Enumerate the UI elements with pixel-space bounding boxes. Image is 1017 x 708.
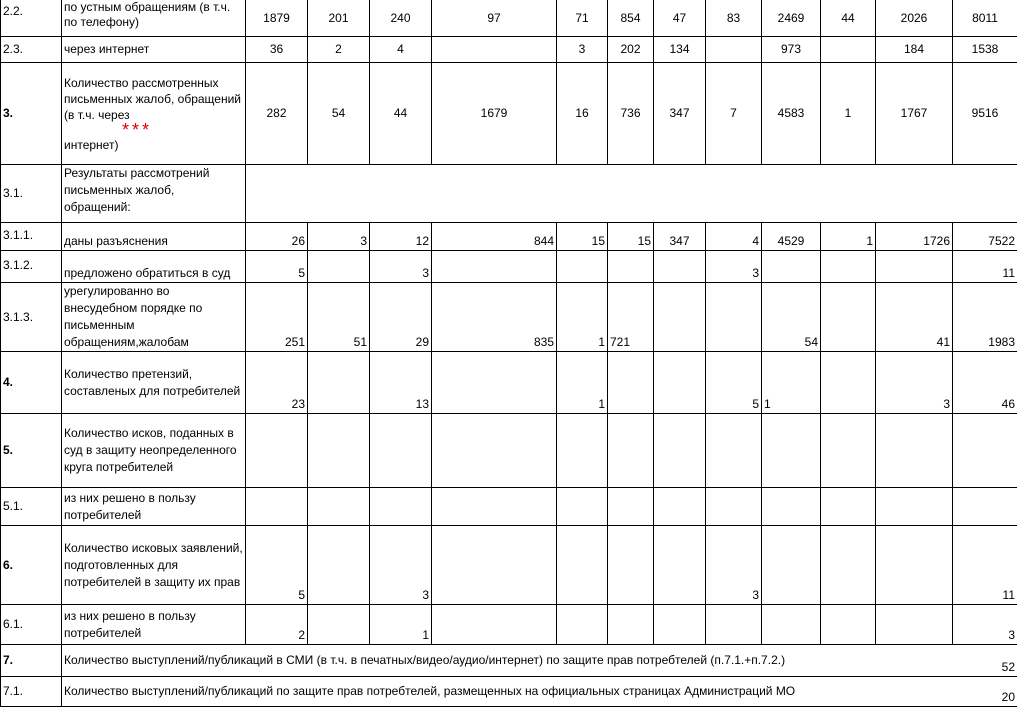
value-cell: 835: [432, 283, 557, 352]
value-cell: 5: [706, 352, 762, 414]
value-cell: 1879: [246, 0, 308, 37]
row-description: Количество выступлений/публикаций по защите прав потребтелей, размещенных на официальных страницах Администраций МО: [62, 677, 953, 707]
value-cell: 23: [246, 352, 308, 414]
value-cell: [608, 526, 654, 605]
value-cell: 251: [246, 283, 308, 352]
value-cell: 1679: [432, 63, 557, 165]
value-cell: 1: [821, 223, 876, 251]
value-cell: 5: [246, 526, 308, 605]
value-cell: [246, 414, 308, 488]
value-cell: 201: [308, 0, 370, 37]
value-cell: 36: [246, 37, 308, 63]
value-cell: 3: [308, 223, 370, 251]
value-cell: 8011: [953, 0, 1017, 37]
value-cell: 5: [246, 251, 308, 283]
row-description: Количество выступлений/публикаций в СМИ (в т.ч. в печатных/видео/аудио/интернет) по защите прав потребтелей (п.7.1.+п.7.2.): [62, 645, 953, 677]
value-cell: [370, 488, 432, 526]
table-row: [1, 488, 1017, 526]
value-cell: [608, 605, 654, 645]
value-cell: 347: [654, 63, 706, 165]
row-description-text: Количество рассмотренных письменных жалоб, обращений (в т.ч. через: [64, 75, 241, 122]
row-number: 6.: [1, 526, 62, 605]
value-cell: [308, 352, 370, 414]
value-cell: [654, 414, 706, 488]
table-row: [1, 677, 1017, 707]
value-cell: [762, 605, 821, 645]
row-description: [62, 63, 246, 165]
value-cell: [654, 488, 706, 526]
table-row: [1, 251, 1017, 283]
value-cell: 854: [608, 0, 654, 37]
value-cell: [706, 283, 762, 352]
section-header-empty: [246, 165, 1017, 223]
value-cell: 13: [370, 352, 432, 414]
value-cell: [557, 251, 608, 283]
value-cell: [608, 352, 654, 414]
row-number: 7.: [1, 645, 62, 677]
value-cell: 1: [557, 352, 608, 414]
table-row: [1, 414, 1017, 488]
value-cell: [821, 251, 876, 283]
value-cell: [432, 526, 557, 605]
row-description: из них решено в пользу потребителей: [62, 488, 246, 526]
table-row: [1, 352, 1017, 414]
row-description: урегулированно во внесудебном порядке по письменным обращениям,жалобам: [62, 283, 246, 352]
row-description-text-end: интернет): [64, 137, 119, 152]
value-cell: [608, 414, 654, 488]
value-cell: [876, 251, 953, 283]
value-cell: [370, 414, 432, 488]
table-row: [1, 165, 1017, 223]
value-cell: 16: [557, 63, 608, 165]
value-cell: 11: [953, 251, 1017, 283]
value-cell: 736: [608, 63, 654, 165]
value-cell: 1767: [876, 63, 953, 165]
value-cell: [654, 283, 706, 352]
value-cell: [762, 414, 821, 488]
row-number: 3.1.: [1, 165, 62, 223]
value-cell: [876, 488, 953, 526]
value-cell: [308, 414, 370, 488]
value-cell: [821, 352, 876, 414]
table-row: [1, 605, 1017, 645]
value-cell: [557, 414, 608, 488]
value-cell: [876, 605, 953, 645]
value-cell: [876, 414, 953, 488]
value-cell: 973: [762, 37, 821, 63]
value-cell: 4583: [762, 63, 821, 165]
value-cell: 3: [953, 605, 1017, 645]
value-cell: 4: [370, 37, 432, 63]
value-cell: 15: [557, 223, 608, 251]
value-cell: [432, 414, 557, 488]
value-cell: 97: [432, 0, 557, 37]
value-cell: [821, 414, 876, 488]
value-cell: 9516: [953, 63, 1017, 165]
value-cell: [308, 488, 370, 526]
red-asterisks-mark: ***: [122, 119, 153, 140]
row-number: 4.: [1, 352, 62, 414]
row-number: 3.1.1.: [1, 223, 62, 251]
value-cell: 1: [762, 352, 821, 414]
row-description: Количество исковых заявлений, подготовленных для потребителей в защиту их прав: [62, 526, 246, 605]
value-cell: [557, 605, 608, 645]
row-description: через интернет: [62, 37, 246, 63]
value-cell: 7: [706, 63, 762, 165]
table-row: [1, 283, 1017, 352]
value-cell: 26: [246, 223, 308, 251]
value-cell: 4529: [762, 223, 821, 251]
row-number: 3.: [1, 63, 62, 165]
value-cell: 3: [876, 352, 953, 414]
value-cell: 1538: [953, 37, 1017, 63]
value-cell: 11: [953, 526, 1017, 605]
value-cell: [432, 251, 557, 283]
value-cell: [821, 526, 876, 605]
value-cell: 721: [608, 283, 654, 352]
value-cell: 347: [654, 223, 706, 251]
value-cell: 134: [654, 37, 706, 63]
value-cell: 2469: [762, 0, 821, 37]
row-number: 2.3.: [1, 37, 62, 63]
table-row: [1, 37, 1017, 63]
value-cell: 2: [308, 37, 370, 63]
value-cell: [821, 488, 876, 526]
value-cell: 7522: [953, 223, 1017, 251]
value-cell: 54: [762, 283, 821, 352]
value-cell: [608, 488, 654, 526]
table-row: [1, 526, 1017, 605]
row-description: по устным обращениям (в т.ч. по телефону): [62, 0, 246, 37]
row-number: 5.: [1, 414, 62, 488]
value-cell: 844: [432, 223, 557, 251]
value-cell: 3: [370, 251, 432, 283]
value-cell: [608, 251, 654, 283]
row-number: 6.1.: [1, 605, 62, 645]
row-number: 2.2.: [1, 0, 62, 37]
row-description: Результаты рассмотрений письменных жалоб, обращений:: [62, 165, 246, 223]
value-cell: [953, 488, 1017, 526]
value-cell: 54: [308, 63, 370, 165]
value-cell: 15: [608, 223, 654, 251]
value-cell: 3: [706, 251, 762, 283]
value-cell: 3: [557, 37, 608, 63]
value-cell: [706, 605, 762, 645]
value-cell: [821, 283, 876, 352]
value-cell: [706, 488, 762, 526]
value-cell: [308, 526, 370, 605]
value-cell: [654, 352, 706, 414]
value-cell: [953, 414, 1017, 488]
row-description: из них решено в пользу потребителей: [62, 605, 246, 645]
value-cell: 282: [246, 63, 308, 165]
value-cell: 240: [370, 0, 432, 37]
value-cell: 3: [706, 526, 762, 605]
row-number: 3.1.3.: [1, 283, 62, 352]
value-cell: [557, 488, 608, 526]
value-cell: [557, 526, 608, 605]
value-cell: 2026: [876, 0, 953, 37]
value-cell: [762, 488, 821, 526]
value-cell: 1983: [953, 283, 1017, 352]
row-description: Количество претензий, составленых для потребителей: [62, 352, 246, 414]
value-cell: 3: [370, 526, 432, 605]
total-cell: 52: [953, 645, 1017, 677]
value-cell: 41: [876, 283, 953, 352]
value-cell: 1: [821, 63, 876, 165]
value-cell: [706, 414, 762, 488]
row-description: предложено обратиться в суд: [62, 251, 246, 283]
value-cell: 71: [557, 0, 608, 37]
row-number: 7.1.: [1, 677, 62, 707]
value-cell: 2: [246, 605, 308, 645]
value-cell: [432, 488, 557, 526]
value-cell: 83: [706, 0, 762, 37]
value-cell: [308, 605, 370, 645]
value-cell: 4: [706, 223, 762, 251]
table-row: [1, 223, 1017, 251]
value-cell: 1: [370, 605, 432, 645]
value-cell: [654, 605, 706, 645]
value-cell: 44: [821, 0, 876, 37]
value-cell: 202: [608, 37, 654, 63]
table-row: [1, 645, 1017, 677]
value-cell: [654, 251, 706, 283]
value-cell: [762, 251, 821, 283]
value-cell: [876, 526, 953, 605]
total-cell: 20: [953, 677, 1017, 707]
value-cell: 1726: [876, 223, 953, 251]
value-cell: 1: [557, 283, 608, 352]
value-cell: 184: [876, 37, 953, 63]
value-cell: [821, 605, 876, 645]
value-cell: [432, 37, 557, 63]
table-row: [1, 63, 1017, 165]
value-cell: [432, 605, 557, 645]
value-cell: 44: [370, 63, 432, 165]
row-number: 5.1.: [1, 488, 62, 526]
value-cell: 46: [953, 352, 1017, 414]
value-cell: [821, 37, 876, 63]
value-cell: 29: [370, 283, 432, 352]
value-cell: [706, 37, 762, 63]
value-cell: [762, 526, 821, 605]
table-row: [1, 0, 1017, 37]
value-cell: [308, 251, 370, 283]
value-cell: 47: [654, 0, 706, 37]
value-cell: 12: [370, 223, 432, 251]
value-cell: [654, 526, 706, 605]
value-cell: 51: [308, 283, 370, 352]
row-description: Количество исков, поданных в суд в защиту неопределенного круга потребителей: [62, 414, 246, 488]
value-cell: [432, 352, 557, 414]
value-cell: [246, 488, 308, 526]
row-description: даны разъяснения: [62, 223, 246, 251]
row-number: 3.1.2.: [1, 251, 62, 283]
